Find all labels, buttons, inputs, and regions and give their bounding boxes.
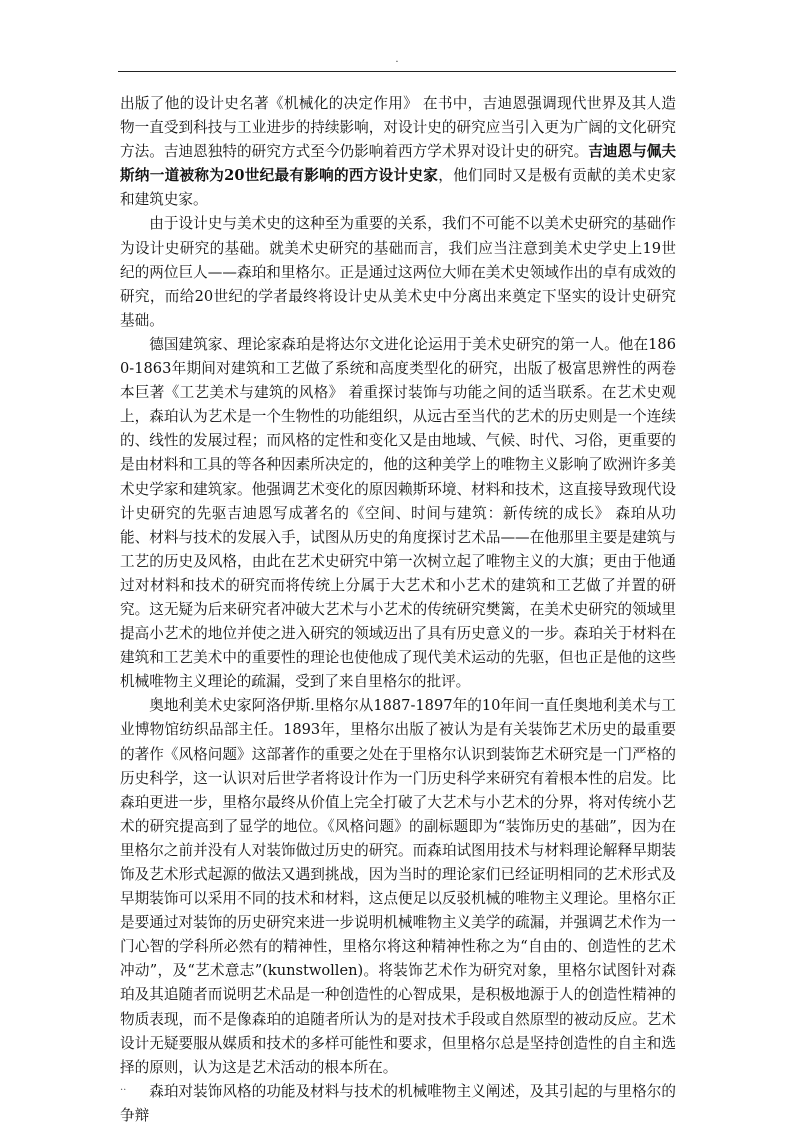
paragraph-1-tail: ，他们同时又是极有贡献的美术史家和建筑史家。	[120, 167, 676, 209]
header-mark: .	[395, 54, 399, 65]
header-rule	[118, 71, 676, 72]
document-body	[120, 92, 676, 1128]
paragraph-3: 德国建筑家、理论家森珀是将达尔文进化论运用于美术史研究的第一人。他在1860-1863年期间对建筑和工艺做了系统和高度类型化的研究，出版了极富思辨性的两卷本巨著《工艺美术与建筑的风格》 着重探讨装饰与功能之间的适当联系。在艺术史观上，森珀认为艺术是一个生物性的功能组织，从远古至当代的艺术的历史则是一个连续的、线性的发展过程；而风格的定性和变化又是由地域、气候、时代、习俗，更重要的是由材料和工具的等各种因素所决定的，他的这种美学上的唯物主义影响了欧洲许多美术史学家和建筑家。他强调艺术变化的原因赖斯环境、材料和技术，这直接导致现代设计史研究的先驱吉迪恩写成著名的《空间、时间与建筑：新传统的成长》 森珀从功能、材料与技术的发展入手，试图从历史的角度探讨艺术品——在他那里主要是建筑与工艺的历史及风格，由此在艺术史研究中第一次树立起了唯物主义的大旗；更由于他通过对材料和技术的研究而将传统上分属于大艺术和小艺术的建筑和工艺做了并置的研究。这无疑为后来研究者冲破大艺术与小艺术的传统研究樊篱，在美术史研究的领域里提高小艺术的地位并使之进入研究的领域迈出了具有历史意义的一步。森珀关于材料在建筑和工艺美术中的重要性的理论也使他成了现代美术运动的先驱，但也正是他的这些机械唯物主义理论的疏漏，受到了来自里格尔的批评。	[120, 335, 676, 691]
paragraph-1	[120, 92, 676, 212]
paragraph-1-bold-text: 吉迪恩与佩夫斯纳一道被称为20世纪最有影响的西方设计史家	[120, 143, 676, 185]
paragraph-4: 奥地利美术史家阿洛伊斯.里格尔从1887-1897年的10年间一直任奥地利美术与工业博物馆纺织品部主任。1893年，里格尔出版了被认为是有关装饰艺术历史的最重要的著作《风格问题》这部著作的重要之处在于里格尔认识到装饰艺术研究是一门严格的历史科学，这一认识对后世学者将设计作为一门历史科学来研究有着根本性的启发。比森珀更进一步，里格尔最终从价值上完全打破了大艺术与小艺术的分界，将对传统小艺术的研究提高到了显学的地位。《风格问题》的副标题即为“装饰历史的基础”，因为在里格尔之前并没有人对装饰做过历史的研究。而森珀试图用技术与材料理论解释早期装饰及艺术形式起源的做法又遇到挑战，因为当时的理论家们已经证明相同的艺术形式及早期装饰可以采用不同的技术和材料，这点便足以反驳机械的唯物主义理论。里格尔正是要通过对装饰的历史研究来进一步说明机械唯物主义美学的疏漏，并强调艺术作为一门心智的学科所必然有的精神性，里格尔将这种精神性称之为“自由的、创造性的艺术冲动”，及“艺术意志”(kunstwollen)。将装饰艺术作为研究对象，里格尔试图针对森珀及其追随者而说明艺术品是一种创造性的心智成果，是积极地源于人的创造性精神的物质表现，而不是像森珀的追随者所认为的是对技术手段或自然原型的被动反应。艺术设计无疑要服从媒质和技术的多样可能性和要求，但里格尔总是坚持创造性的自主和选择的原则，认为这是艺术活动的根本所在。	[120, 697, 676, 1076]
paragraph-1-text: 出版了他的设计史名著《机械化的决定作用》 在书中，吉迪恩强调现代世界及其人造物一直受到科技与工业进步的持续影响，对设计史的研究应当引入更为广阔的文化研究方法。吉迪恩独特的研究方式至今仍影响着西方学术界对设计史的研究。	[120, 95, 676, 161]
footer-mark: ..	[120, 1082, 127, 1093]
paragraph-2: 由于设计史与美术史的这种至为重要的关系，我们不可能不以美术史研究的基础作为设计史研究的基础。就美术史研究的基础而言，我们应当注意到美术史学史上19世纪的两位巨人——森珀和里格尔。正是通过这两位大师在美术史领域作出的卓有成效的研究，而给20世纪的学者最终将设计史从美术史中分离出来奠定下坚实的设计史研究基础。	[120, 215, 676, 329]
paragraph-5: 森珀对装饰风格的功能及材料与技术的机械唯物主义阐述，及其引起的与里格尔的争辩	[120, 1082, 676, 1124]
